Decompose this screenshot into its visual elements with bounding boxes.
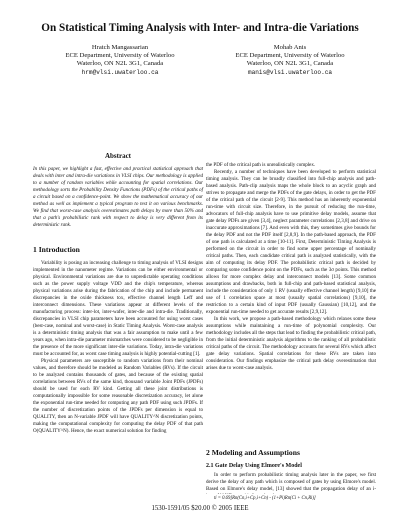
author-block-2	[200, 44, 380, 77]
introduction-text	[33, 260, 203, 494]
author-department: ECE Department, University of Waterloo	[235, 52, 345, 60]
author-name: Mohab Anis	[273, 44, 307, 51]
abstract-heading: Abstract	[104, 152, 132, 160]
paragraph: In this work, we propose a path-based methodology which relaxes some these assumptions while maintaining a run-time of polynomial complexity. Our methodology includes all the steps that lead to finding the probabilistic critical path, from the initial deterministic analysis algorithms to the ranking of all probabilistic critical paths of the circuit. The methodology accounts for several RVs which affect gate delay variations. Spatial correlations for these RVs are taken into consideration. Our findings emphasize the critical path delay overestimation that arises due to worst-case analysis.	[206, 316, 376, 372]
author-email: manis@vlsi.uwaterloo.ca	[247, 68, 333, 76]
author-address: Waterloo, ON N2L 3G1, Canada	[246, 60, 334, 68]
page-footer: 1530-1591/05 $20.00 © 2005 IEEE	[151, 505, 249, 512]
abstract-text: In this paper, we highlight a fast, effective and practical statistical approach that deals with inter and intra-die variations in VLSI chips. Our methodology is applied to a number of random variables while accounting for spatial correlations. Our methodology sorts the Probability Density Functions (PDFs) of the critical paths of a circuit based on a confidence-point. We show the mathematical accuracy of our method as well as implement a typical program to test it on various benchmarks. We find that worst-case analysis overestimates path delays by more than 50% and that a path's probabilistic rank with respect to delay is very different from its deterministic rank.	[33, 166, 203, 229]
paragraph: Variability is posing an increasing challenge to timing analysis of VLSI designs implemented in the nanometer regime. Variations can be either environmental or physical. Environmental variations are due to unpredictable operating conditions such as the power supply voltage VDD and the chip's temperature, whereas physical variations arise during the fabrication of the chip and include permanent discrepancies in the oxide thickness tox, effective channel length Leff and interconnect dimensions. These variations appear at different levels of the manufacturing process: inter-lot, inter-wafer, inter-die and intra-die. Traditionally, discrepancies in VLSI chip parameters have been accounted for using worst cases (best-case, nominal and worst-case) in Static Timing Analysis. Worst-case analysis is a deterministic timing analysis that was a fair assumption to make until a few years ago, when intra-die parameter mismatches were considered to be negligible in the presence of the more significant inter-die variations. Today, intra-die variations must be accounted for, as worst case timing analysis is highly potential-cutting [1].	[33, 260, 203, 358]
paragraph: Physical parameters are susceptible to random variations from their nominal values, and therefore should be modeled as Random Variables (RVs). If the circuit to be analyzed contains thousands of gates, and because of the existing spatial correlations between RVs of the same kind, thousand variable Joint PDFs (JPDFs) should be used for each RV kind. Getting all these joint distributions is computationally impossible for some reasonable discretization accuracy, let alone the exponential run-time needed for computing any path PDF using such JPDFs. If the number of discretization points of the JPDFs per dimension is equal to QUALITY, then an N-variable JPDF will have QUALITY^N discretization points, making the computational complexity for computing the delay PDF of that path O(QUALITY^N). Hence, the exact numerical solution for finding	[33, 358, 203, 435]
author-address: Waterloo, ON N2L 3G1, Canada	[76, 60, 164, 68]
right-column-text	[206, 162, 376, 452]
author-name: Hratch Mangassarian	[91, 44, 149, 51]
author-department: ECE Department, University of Waterloo	[65, 52, 175, 60]
paragraph: In order to perform probabilistic timing analysis later in the paper, we first derive the delay of any path which is composed of gates by using Elmore's model. Based on Elmore's delay model, [13] showed that the propagation delay of an i-	[206, 472, 376, 493]
paragraph: the PDF of the critical path is unrealistically complex.	[206, 162, 316, 168]
section-heading-introduction: 1 Introduction	[33, 245, 80, 254]
subsection-text	[206, 472, 376, 494]
section-heading-modeling: 2 Modeling and Assumptions	[206, 448, 300, 457]
author-block-1	[30, 44, 210, 77]
subsection-heading-gate-delay: 2.1 Gate Delay Using Elmore's Model	[206, 463, 302, 469]
paragraph: Recently, a number of techniques have been developed to perform statistical timing analysis. They can be broadly classified into full-chip analysis and path-based analysis. Path-clip analysis maps the whole block to an acyclic graph and strives to propagate and merge the PDFs of the gate delays, in order to get the PDF of the critical path of the circuit [2-9]. This method has an inherently exponential run-time with circuit size. Therefore, in the pursuit of reducing the run-time, advocators of full-chip analysis have to use primitive delay models, assume that gate delay PDFs are given [3,4], neglect parameter correlations [2,3,8] and drive on inaccurate approximations [7]. And even with this, they sometimes give bounds for the delay PDF and not the PDF itself [2,8,9]. In the path-based approach, the PDF of one path is calculated at a time [10-11]. First, Deterministic Timing Analysis is performed on the circuit in order to find some upper percentage of nominally critical paths. Then, each candidate critical path is analyzed statistically, with the aim of computing its delay PDF. The probabilistic critical path is decided by comparing some confidence point on the PDFs, such as the 3σ points. This method allows for more complex delay and interconnect models [13]. Some common assumptions and drawbacks, both in full-chip and path-based statistical analysis, include the consideration of only 1 RV (usually effective channel length) [9,10] the use of 1 correlation space at most (usually spatial correlations) [9,10], the restriction to a certain kind of input PDF (usually Gaussian) [10,12], and the exponential run-time needed to get accurate results [2,9,12].	[206, 169, 376, 316]
delay-equation: ti = 0.69[Rn(Cn,i+Cp,i+Cn) - (1+Pi)Rn(Ci + Cn,Ri)]	[214, 496, 316, 501]
author-email: hrm@vlsi.uwaterloo.ca	[81, 68, 159, 76]
paper-title: On Statistical Timing Analysis with Inter- and Intra-die Variations	[41, 22, 359, 34]
